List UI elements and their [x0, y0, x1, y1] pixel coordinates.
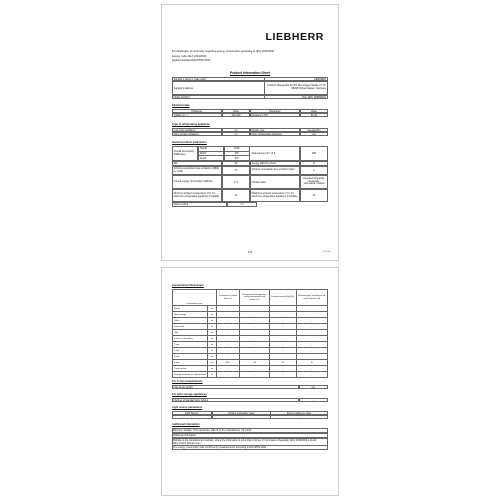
noise-row: Airborne acoustical noise emissions (dB(A) re 1 pW) 37 Airborne acoustical noise emission class C: [172, 166, 328, 175]
table-cell: -: [217, 330, 240, 336]
table-cell: -: [239, 324, 269, 330]
wine-bottles-row: Number of standard wine bottles -: [172, 398, 328, 402]
table-cell: -: [239, 372, 269, 378]
table-cell: -: [269, 366, 296, 372]
table-cell: -: [296, 372, 327, 378]
table-cell: no: [207, 342, 216, 348]
table-cell: -18: [239, 360, 269, 366]
type-row-2: Wine storage appliance no Other refrigerating appliance yes: [172, 132, 328, 136]
table-cell: -: [296, 366, 327, 372]
general-heading: General product parameters: [172, 141, 207, 144]
compartment-type-cell: 3-star: [173, 354, 208, 360]
table-cell: -: [217, 336, 240, 342]
supplier-name-row: Supplier's name or trade mark LIEBHERR: [173, 77, 326, 81]
table-cell: -: [296, 324, 327, 330]
table-cell: -: [239, 312, 269, 318]
table-cell: no: [207, 354, 216, 360]
additional-heading: Additional information: [172, 423, 200, 426]
table-cell: -: [269, 312, 296, 318]
type-row-1: Low-noise appliance no Design type freestanding: [172, 128, 328, 132]
electrical-header-row: Parameter Value Parameter Value: [172, 109, 328, 113]
table-cell: -: [269, 348, 296, 354]
table-cell: -: [239, 330, 269, 336]
winter-setting-row: Winter setting no: [172, 202, 328, 207]
electrical-row: Voltage (V ~) 220-240 Frequency (Hz) 50-60: [172, 113, 328, 117]
table-cell: -: [269, 372, 296, 378]
compartment-table: [172, 289, 328, 378]
model-identifier-row: Model identifier FNe 4625, 999999001: [173, 95, 326, 99]
table-cell: -: [217, 372, 240, 378]
table-cell: no: [207, 324, 216, 330]
table-cell: yes: [207, 360, 216, 366]
table-cell: -: [217, 366, 240, 372]
table-cell: -: [239, 366, 269, 372]
table-cell: -: [239, 342, 269, 348]
document-id: FI 1150: [322, 251, 330, 253]
table-cell: -: [239, 336, 269, 342]
table-cell: -: [269, 342, 296, 348]
table-cell: -: [239, 348, 269, 354]
supplier-address-row: Supplier's address Liebherr-Hausgeräte GmbH, Memminger Straße 77-79, 88416 Ochsenhausen, Germany: [172, 81, 328, 95]
table-cell: no: [207, 372, 216, 378]
energy-climate-row: Annual energy consumption (kWh/a) 177 Climate class extended temperate, temperate, subtropical, tropical: [172, 175, 328, 189]
table-cell: -: [217, 318, 240, 324]
table-cell: -: [217, 348, 240, 354]
table-row: [173, 372, 328, 378]
table-cell: -: [217, 342, 240, 348]
document-page-1: [162, 5, 338, 260]
page-number: 1/3: [247, 250, 253, 254]
table-cell: -: [296, 336, 327, 342]
table-cell: no: [207, 366, 216, 372]
table-cell: no: [207, 306, 216, 312]
compartment-type-cell: Pantry: [173, 306, 208, 312]
table-cell: no: [207, 312, 216, 318]
measurement-note: The energy consumption was confirmed by measurements according to EN 62552:2020.: [172, 445, 328, 450]
table-cell: -: [217, 324, 240, 330]
document-page-2: [162, 268, 338, 495]
table-cell: -: [239, 318, 269, 324]
compartment-type-cell: Chill: [173, 330, 208, 336]
table-cell: -: [239, 306, 269, 312]
dimensions-row: Overall dimensions (Millimetre) Height Width Depth 1836 697 670 Total volume (dm³ or l) 299: [172, 146, 328, 161]
table-cell: -: [269, 336, 296, 342]
table-cell: -: [296, 318, 327, 324]
compartment-type-cell: 4-star: [173, 360, 208, 366]
table-cell: A: [296, 360, 327, 366]
table-cell: -: [217, 312, 240, 318]
table-cell: -: [269, 306, 296, 312]
table-cell: -: [296, 306, 327, 312]
table-cell: 299.7: [217, 360, 240, 366]
compartment-type-cell: 2-star section: [173, 366, 208, 372]
energy-label-line: Energy Label (EU) 2019/2016: [172, 55, 207, 58]
four-star-heading: For 4-star compartments: [172, 380, 203, 383]
type-heading: Type of refrigerating appliance: [172, 123, 210, 126]
guarantee-note: Minimum duration of the guarantee offered by the manufacturer: 24 month: [172, 428, 328, 433]
compartment-type-cell: Cellar: [173, 318, 208, 324]
table-cell: -: [296, 312, 327, 318]
eei-row: EEI 90 Energy efficiency class D: [172, 161, 328, 166]
fast-freeze-row: Fast freeze facility yes: [172, 385, 328, 389]
table-cell: no: [207, 348, 216, 354]
table-cell: 20: [269, 360, 296, 366]
compartment-type-cell: 0-star or ice-making: [173, 336, 208, 342]
table-cell: no: [207, 336, 216, 342]
compartment-type-cell: Wine storage: [173, 312, 208, 318]
table-cell: -: [296, 354, 327, 360]
table-cell: no: [207, 330, 216, 336]
light-row: - - -: [172, 415, 328, 419]
compartment-type-cell: 1-star: [173, 342, 208, 348]
table-cell: -: [239, 354, 269, 360]
table-cell: -: [269, 354, 296, 360]
standard-line: Applied standard EN 62552:2020: [172, 59, 211, 62]
table-cell: -: [217, 306, 240, 312]
table-cell: -: [296, 330, 327, 336]
additional-info-label: Additional information:: [172, 433, 328, 438]
electrical-heading: Electrical data: [172, 104, 190, 107]
declaration-line: EU declaration of conformity regarding energy consumption according to (EU) 2019/2016: [172, 50, 275, 53]
table-cell: -: [269, 324, 296, 330]
compartment-type-cell: 2-star: [173, 348, 208, 354]
compartment-type-cell: Variable temperature compartment: [174, 373, 206, 376]
sheet-title: Product Information Sheet: [229, 71, 271, 75]
liebherr-logo: LIEBHERR: [265, 31, 324, 43]
compartment-heading: Compartment Parameters: [172, 284, 204, 287]
website-note: Website to the manufacturer's website, where the information in point 4(a) of Annex of Commission Regulation (EU) 2019/2019 is found: https://home.liebherr.com/: [172, 438, 328, 446]
table-cell: -: [217, 354, 240, 360]
light-source-heading: Light source parameters: [172, 406, 203, 409]
table-cell: -: [296, 342, 327, 348]
wine-heading: For wine storage appliances: [172, 393, 207, 396]
ambient-temperature-row: Minimum ambient temperature (°C), for which the refrigerating appliance is suitable 10 Maximum ambient temperature (°C), for which the refrigerating appliance is suitable 43: [172, 189, 328, 202]
table-cell: -: [296, 348, 327, 354]
table-cell: -: [269, 330, 296, 336]
compartment-type-cell: Fresh food: [173, 324, 208, 330]
table-cell: no: [207, 318, 216, 324]
compartment-header-row: Compartment type Compartment volume (dm³ or l) Recommended temperature setting for optimised food storage (°C) Freezing capacity (kg/24 h) Defrosting type (auto-defrost = A, manual defrost = M): [173, 290, 328, 306]
table-cell: -: [269, 318, 296, 324]
light-header-row: Light Source Lighting technology used Energy efficiency class: [172, 411, 328, 415]
